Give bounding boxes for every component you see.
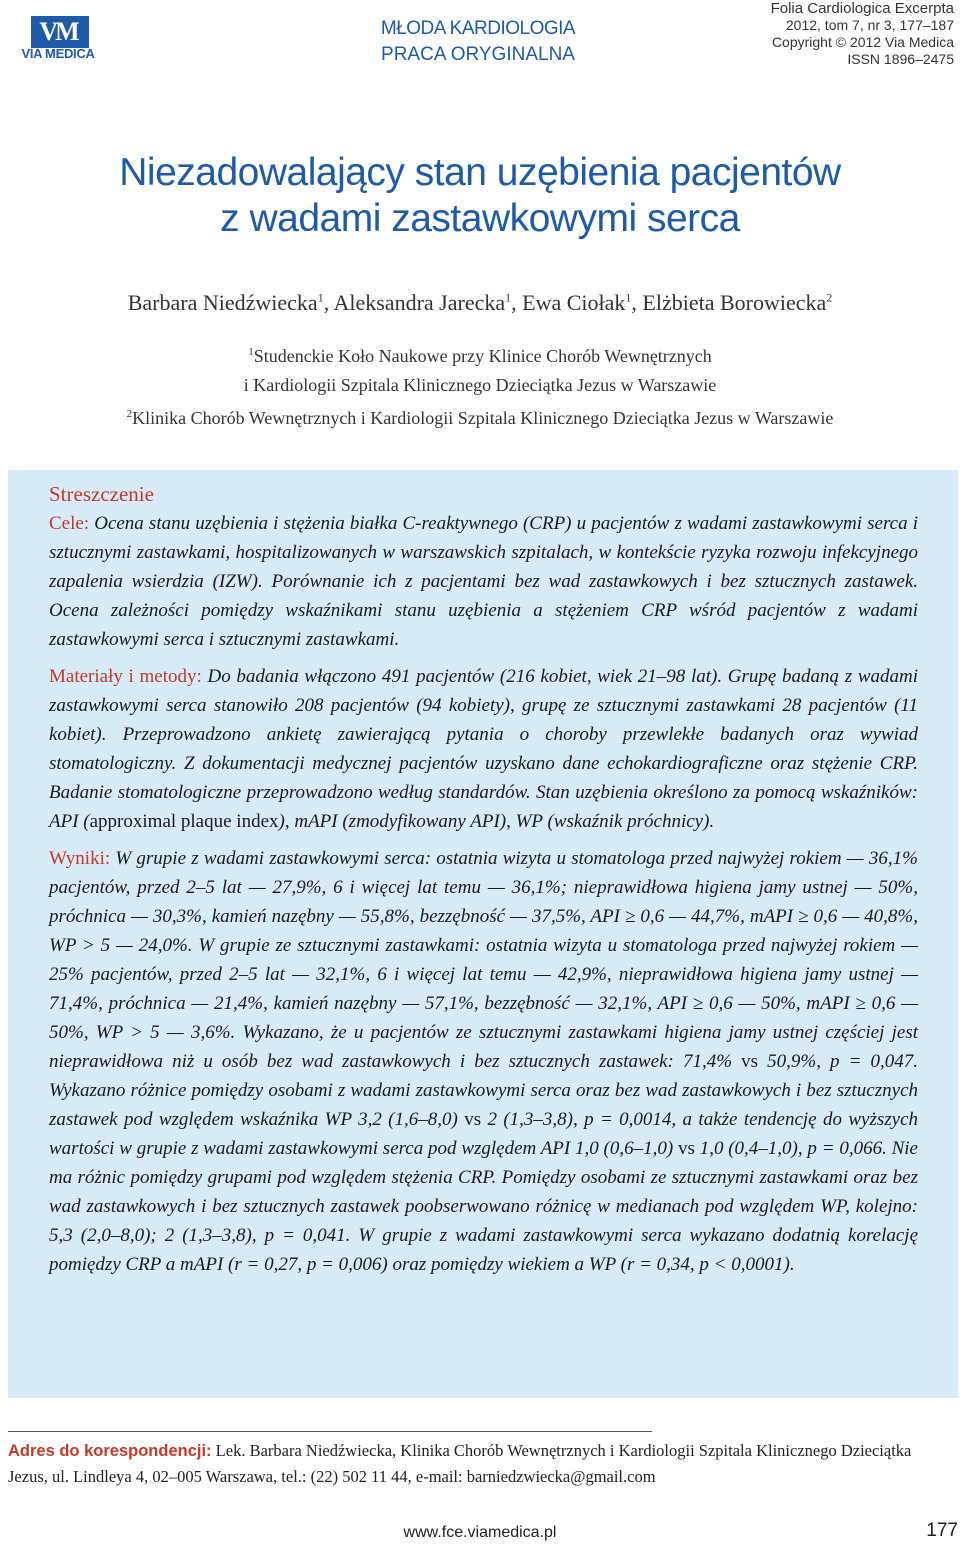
journal-issn: ISSN 1896–2475 — [847, 51, 954, 67]
section-name: MŁODA KARDIOLOGIA — [380, 18, 576, 39]
author-name: Barbara Niedźwiecka — [127, 290, 318, 315]
via-medica-logo — [8, 16, 108, 64]
author-list: Barbara Niedźwiecka$^1$, Aleksandra Jarecka$^1$, Ewa Ciołak$^1$, Elżbieta Borowiecka$^2$ — [127, 290, 833, 315]
affiliations — [0, 338, 960, 433]
journal-name: Folia Cardiologica Excerpta — [770, 0, 954, 17]
abstract-results: Wyniki: W grupie z wadami zastawkowymi serca: ostatnia wizyta u stomatologa przed najwyżej rokiem — 36,1% pacjentów, przed 2–5 lat — 27,9%, 6 i więcej lat temu — 36,1%; nieprawidłowa higiena jamy ustnej — 50%, próchnica — 30,3%, kamień nazębny — 55,8%, bezzębność — 37,5%, API ≥ 0,6 — 44,7%, mAPI ≥ 0,6 — 40,8%, WP > 5 — 24,0%. W grupie ze sztucznymi zastawkami: ostatnia wizyta u stomatologa przed najwyżej rokiem — 25% pacjentów, przed 2–5 lat — 32,1%, 6 i więcej lat temu — 42,9%, nieprawidłowa higiena jamy ustnej — 71,4%, próchnica — 21,4%, kamień nazębny — 57,1%, bezzębność — 32,1%, API ≥ 0,6 — 50%, mAPI ≥ 0,6 — 50%, WP > 5 — 3,6%. Wykazano, że u pacjentów ze sztucznymi zastawkami higiena jamy ustnej częściej jest nieprawidłowa niż u osób bez wad zastawkowych i bez sztucznych zastawek: 71,4% vs 50,9%, p = 0,047. Wykazano różnice pomiędzy osobami z wadami zastawkowymi serca oraz bez wad zastawkowych i bez sztucznych zastawek pod względem wskaźnika WP 3,2 (1,6–8,0) vs 2 (1,3–3,8), p = 0,0014, a także tendencję do wyższych wartości w grupie z wadami zastawkowymi serca pod względem API 1,0 (0,6–1,0) vs 1,0 (0,4–1,0), p = 0,066. Nie ma różnic pomiędzy grupami pod względem stężenia CRP. Pomiędzy osobami ze sztucznymi zastawkami oraz bez wad zastawkowych i bez sztucznych zastawek poobserwowano różnicę w medianach pod względem WP, kolejno: 5,3 (2,0–8,0); 2 (1,3–3,8), p = 0,041. W grupie z wadami zastawkowymi serca wykazano dodatnią korelację pomiędzy CRP a mAPI (r = 0,27, p = 0,006) oraz pomiędzy wiekiem a WP (r = 0,34, p < 0,0001). — [49, 848, 919, 1275]
series-label — [378, 16, 578, 68]
abstract-methods: Materiały i metody: Do badania włączono 491 pacjentów (216 kobiet, wiek 21–98 lat). Grupę badaną z wadami zastawkowymi serca stanowiło 208 pacjentów (94 kobiety), grupę ze sztucznymi zastawkami 28 pacjentów (11 kobiet). Przeprowadzono ankietę zawierającą pytania o choroby przewlekłe badanych oraz wywiad stomatologiczny. Z dokumentacji medycznej pacjentów uzyskano dane echokardiograficzne oraz stężenie CRP. Badanie stomatologiczne przeprowadzono według standardów. Stan uzębienia określono za pomocą wskaźników: API (approximal plaque index), mAPI (zmodyfikowany API), WP (wskaźnik próchnicy). — [49, 666, 919, 832]
title-line-2: z wadami zastawkowymi serca — [220, 197, 740, 240]
author-name: Ewa Ciołak — [522, 290, 626, 315]
journal-info — [771, 0, 954, 68]
title-line-1: Niezadowalający stan uzębienia pacjentów — [119, 151, 841, 194]
author-name: Aleksandra Jarecka — [333, 290, 506, 315]
logo-mark: VM — [31, 16, 89, 48]
aims-label: Cele: — [49, 513, 90, 534]
journal-copyright: Copyright © 2012 Via Medica — [771, 34, 954, 50]
affiliation-1-line-2: i Kardiologii Szpitala Klinicznego Dzieciątka Jezus w Warszawie — [243, 375, 717, 395]
affiliation-1-line-1: $^1$Studenckie Koło Naukowe przy Klinice Chorób Wewnętrznych — [248, 346, 712, 366]
article-title — [0, 150, 960, 242]
footnote-rule — [8, 1431, 652, 1432]
logo-text: VIA MEDICA — [21, 46, 95, 61]
correspondence-address: Adres do korespondencji: Lek. Barbara Niedźwiecka, Klinika Chorób Wewnętrznych i Kardiologii Szpitala Klinicznego Dzieciątka Jezus, ul. Lindleya 4, 02–005 Warszawa, tel.: (22) 502 11 44, e-mail: barniedzwiecka@gmail.com — [8, 1441, 912, 1486]
journal-website[interactable]: www.fce.viamedica.pl — [403, 1524, 557, 1541]
abstract-aims: Cele: Ocena stanu uzębienia i stężenia białka C-reaktywnego (CRP) u pacjentów z wadami zastawkowymi serca i sztucznymi zastawkami, hospitalizowanych w warszawskich szpitalach, w kontekście ryzyka rozwoju infekcyjnego zapalenia wsierdzia (IZW). Porównanie ich z pacjentami bez wad zastawkowych i bez sztucznych zastawek. Ocena zależności pomiędzy wskaźnikami stanu uzębienia a stężeniem CRP wśród pacjentów z wadami zastawkowymi serca i sztucznymi zastawkami. — [49, 513, 918, 650]
abstract-box — [8, 470, 958, 1398]
article-type: PRACA ORYGINALNA — [381, 44, 575, 65]
page-number: 177 — [926, 1520, 958, 1541]
methods-label: Materiały i metody: — [49, 666, 202, 687]
results-label: Wyniki: — [49, 848, 111, 869]
journal-issue: 2012, tom 7, nr 3, 177–187 — [785, 17, 954, 33]
affiliation-2: $^2$Klinika Chorób Wewnętrznych i Kardiologii Szpitala Klinicznego Dzieciątka Jezus w Warszawie — [126, 408, 834, 428]
author-name: Elżbieta Borowiecka — [642, 290, 827, 315]
abstract-heading: Streszczenie — [49, 482, 154, 506]
correspondence-label: Adres do korespondencji: — [8, 1442, 212, 1460]
